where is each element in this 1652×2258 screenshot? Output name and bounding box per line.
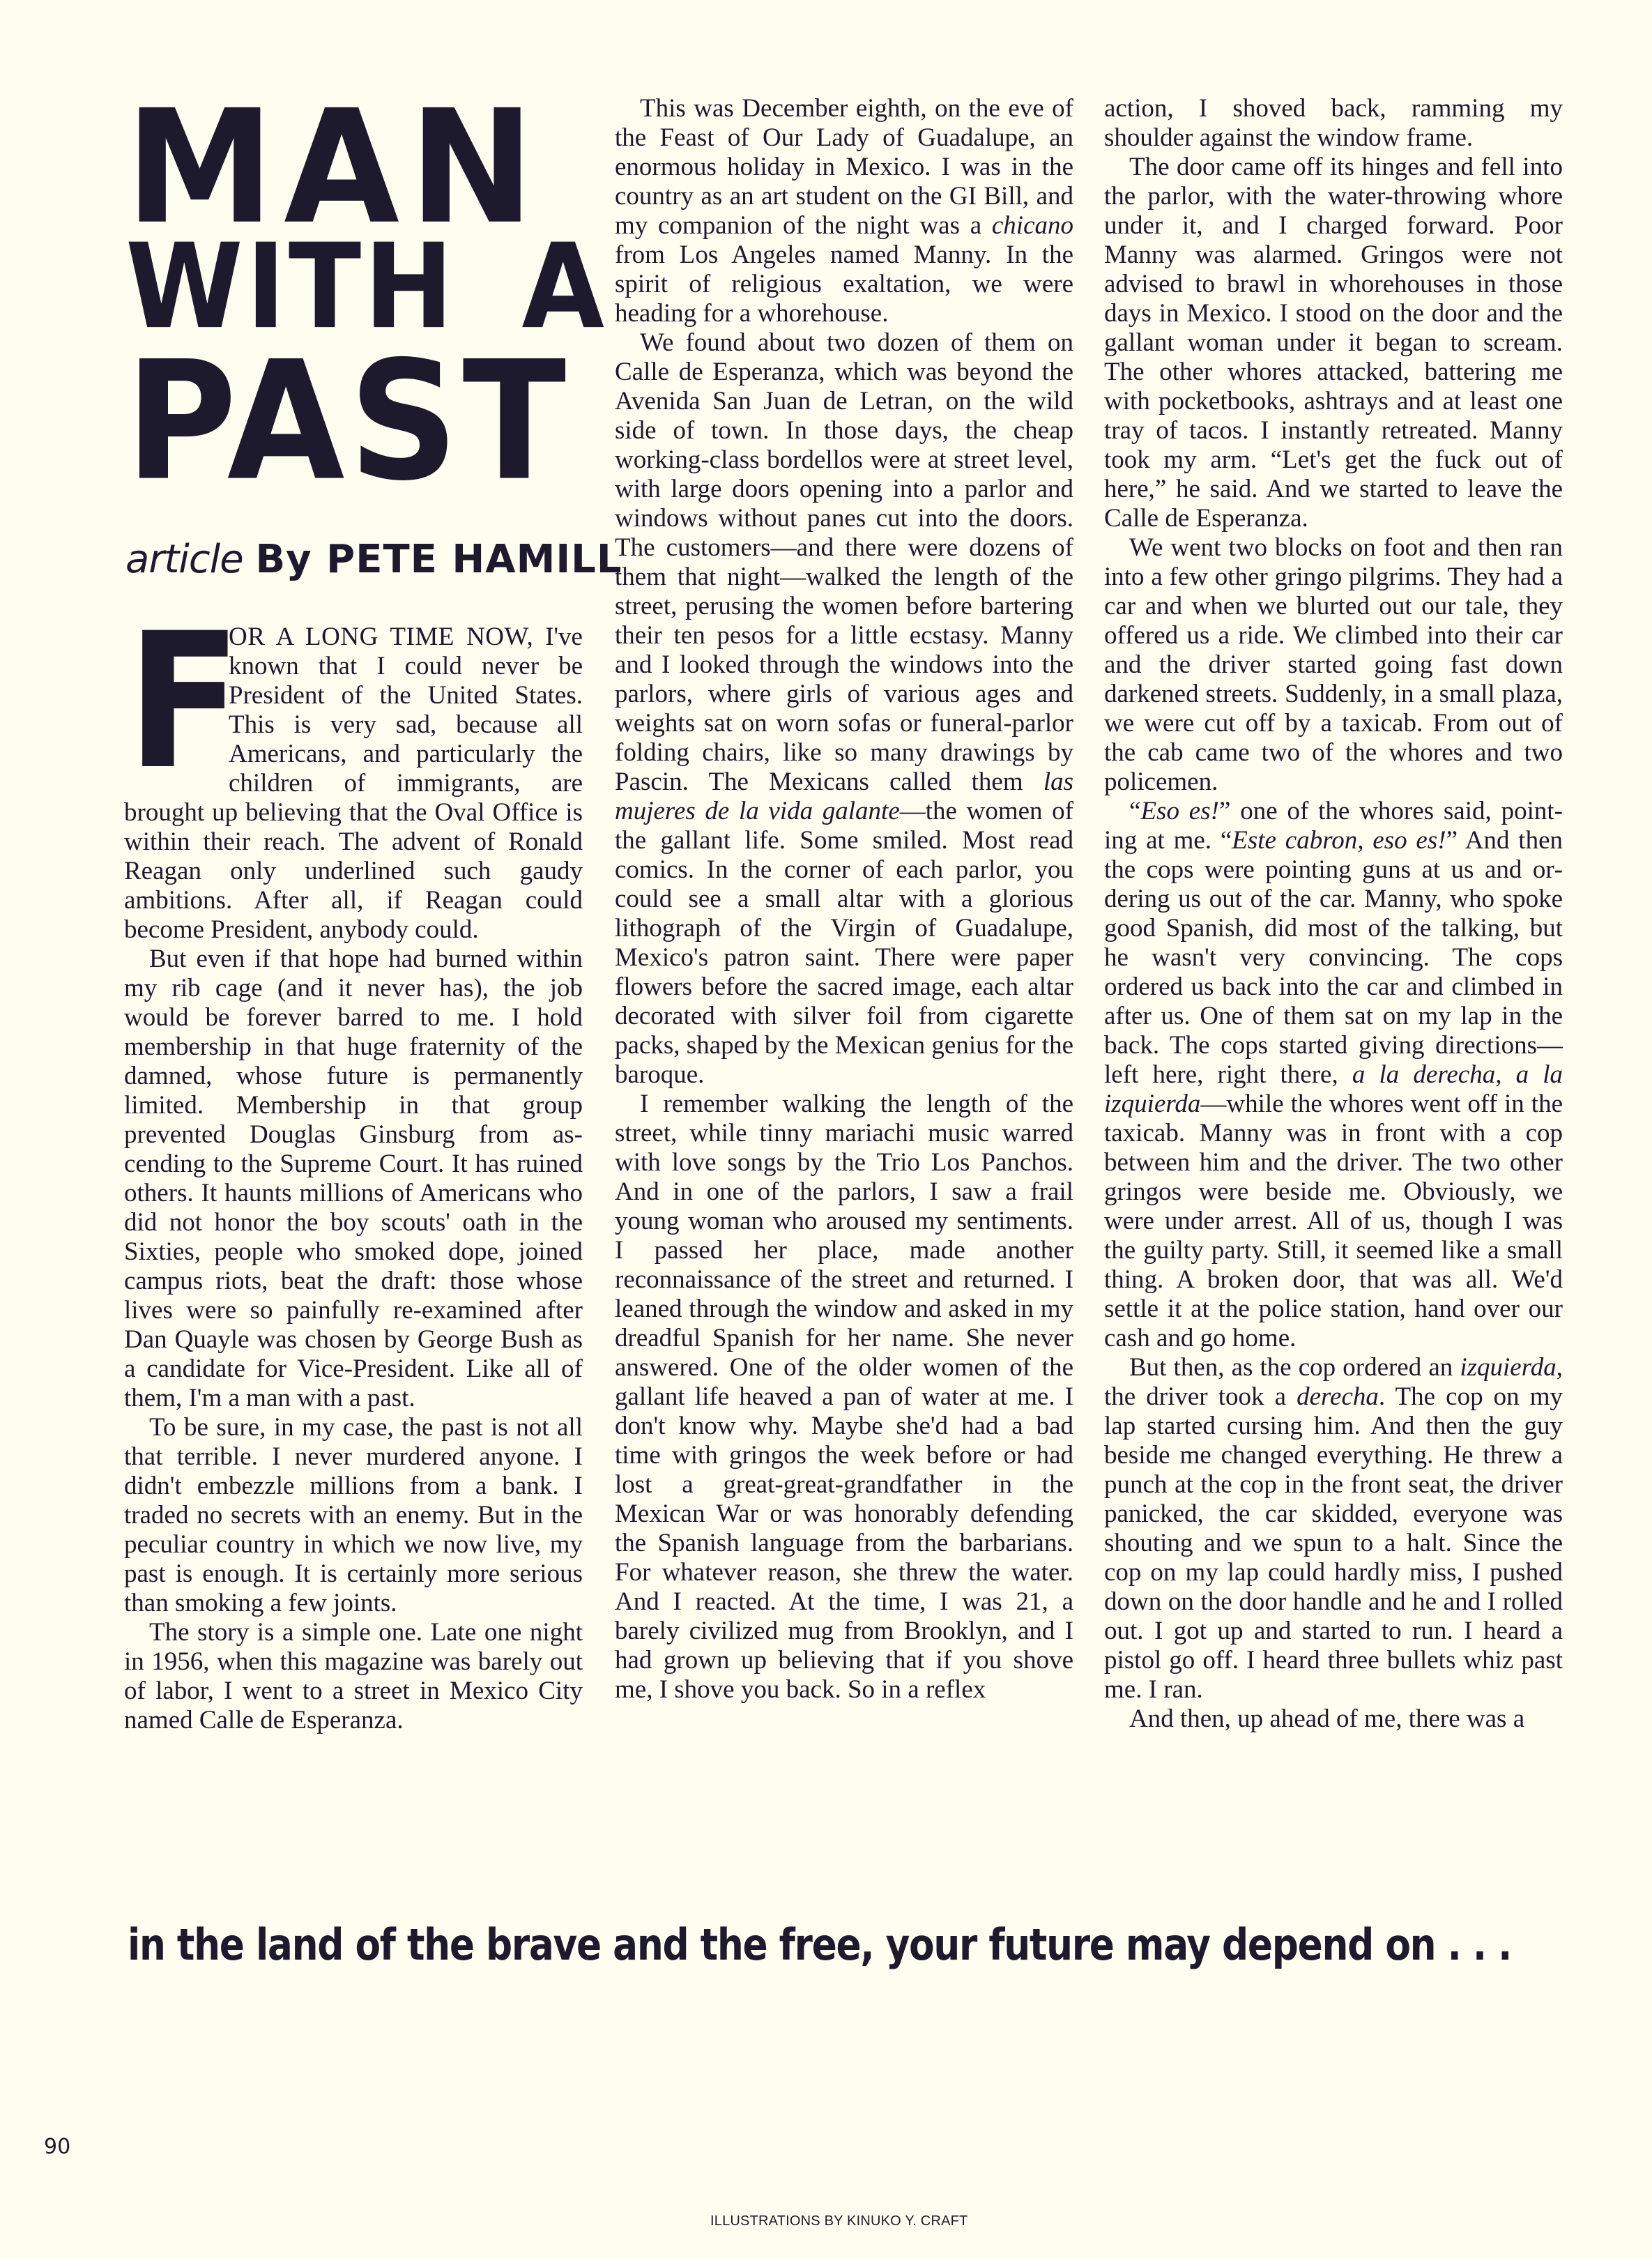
- paragraph: The story is a simple one. Late one night in 1956, when this magazine was barely out of labor, I went to a street in Mexico City named Calle de Esperanza.: [124, 1618, 583, 1734]
- tagline: in the land of the brave and the free, your future may depend on . . .: [128, 1919, 1512, 1970]
- byline-kind: article: [125, 537, 243, 582]
- italic-phrase: izquierda: [1460, 1353, 1557, 1382]
- paragraph: [1104, 1353, 1563, 1704]
- paragraph: [615, 94, 1073, 328]
- drop-cap: F: [127, 593, 242, 811]
- text-column-2: [615, 94, 1073, 1704]
- paragraph-text: But then, as the cop ordered an: [1129, 1353, 1460, 1382]
- paragraph-text: ” one of the whores said, pointing at me. “: [1104, 797, 1563, 855]
- paragraph: To be sure, in my case, the past is not all that terrible. I never murdered anyone. I didn't embezzle millions from a bank. I traded no secrets with an enemy. But in the peculiar country in which we now live, my past is enough. It is certainly more serious than smoking a few joints.: [124, 1413, 583, 1617]
- byline-author: By PETE HAMILL: [255, 537, 622, 582]
- paragraph-text: from Los Angeles named Manny. In the spirit of religious exaltation, we were heading for a whorehouse.: [615, 241, 1073, 328]
- paragraph: [1104, 1704, 1563, 1734]
- paragraph-text: I've known that I could never be President of the United States. This is very sad, because all Americans, and particularly the children of immigrants, are brought up believing that the Oval Office is within their reach. The advent of Ronald Reagan only underlined such gaudy ambitions. After all, if Reagan could become President, anybody could.: [124, 623, 583, 944]
- italic-phrase: Eso es!: [1140, 797, 1219, 825]
- lead-in-smallcaps: OR A LONG TIME NOW,: [229, 623, 534, 651]
- byline: [125, 537, 622, 582]
- illustration-credit: ILLUSTRATIONS BY KINUKO Y. CRAFT: [710, 2213, 968, 2229]
- paragraph-text: ” And then the cops were pointing guns at us and ordering us out of the car. Manny, who spoke good Spanish, did most of the talking, but he wasn't very convincing. The cops ordered us back into the car and climbed in after us. One of them sat on my lap in the back. The cops started giving directions—left here, right there,: [1104, 826, 1563, 1089]
- page-number: 90: [44, 2135, 71, 2159]
- italic-phrase: Este cabron, eso es!: [1232, 826, 1446, 855]
- paragraph-text: The door came off its hinges and fell into the parlor, with the water-throwing whore under it, and I charged forward. Poor Manny was alarmed. Gringos were not advised to brawl in whorehouses in those days in Mexico. I stood on the door and the gallant woman under it began to scream. The other whores attacked, battering me with pocketbooks, ashtrays and at least one tray of tacos. I instantly retreated. Manny took my arm. “Let's get the fuck out of here,” he said. And we started to leave the Calle de Esperanza.: [1104, 153, 1563, 533]
- paragraph: But even if that hope had burned within my rib cage (and it never has), the job would be forever barred to me. I hold membership in that huge fraternity of the damned, whose future is permanently limited. Membership in that group prevented Douglas Ginsburg from ascending to the Supreme Court. It has ruined others. It haunts millions of Americans who did not honor the boy scouts' oath in the Sixties, people who smoked dope, joined campus riots, beat the draft: those whose lives were so painfully re-examined after Dan Quayle was chosen by George Bush as a candidate for Vice-President. Like all of them, I'm a man with a past.: [124, 945, 583, 1412]
- title-line-2: WITH A: [125, 219, 607, 356]
- paragraph-text: We found about two dozen of them on Calle de Esperanza, which was beyond the Avenida San Juan de Letran, on the wild side of town. In those days, the cheap working-class bordellos were at street level, with large doors opening into a parlor and windows without panes cut into the doors. The customers—and there were dozens of them that night—walked the length of the street, perusing the women before bartering their ten pesos for a little ecstasy. Manny and I looked through the windows into the parlors, where girls of various ages and weights sat on worn sofas or funeral-parlor folding chairs, like so many drawings by Pascin. The Mexicans called them: [615, 328, 1073, 796]
- paragraph-text: And then, up ahead of me, there was a: [1129, 1704, 1525, 1733]
- paragraph-text: “: [1129, 797, 1141, 825]
- paragraph: [1104, 153, 1563, 533]
- paragraph: [124, 593, 583, 945]
- text-column-1: [124, 593, 583, 1735]
- paragraph-text: I remember walking the length of the street, while tinny mariachi music warred with love songs by the Trio Los Panchos. And in one of the parlors, I saw a frail young woman who aroused my sentiments. I passed her place, made another reconnaissance of the street and returned. I leaned through the window and asked in my dreadful Spanish for her name. She never answered. One of the older women of the gallant life heaved a pan of water at me. I don't know why. Maybe she'd had a bad time with gringos the week before or had lost a great-great-grandfather in the Mexican War or was honorably defending the Spanish language from the barbarians. For whatever reason, she threw the water. And I reacted. At the time, I was 21, a barely civilized mug from Brooklyn, and I had grown up believing that if you shove me, I shove you back. So in a reflex: [615, 1090, 1073, 1704]
- paragraph: [1104, 533, 1563, 797]
- text-column-3: [1104, 94, 1563, 1734]
- article-title: [125, 75, 607, 517]
- paragraph: [1104, 797, 1563, 1353]
- title-line-3: PAST: [125, 326, 571, 517]
- italic-phrase: las mujeres de la vida galante: [615, 768, 1073, 825]
- paragraph-text: —while the whores went off in the taxicab. Manny was in front with a cop between him and the driver. The two other gringos were beside me. Obviously, we were under arrest. All of us, though I was the guilty party. Still, it seemed like a small thing. A broken door, that was all. We'd settle it at the police station, hand over our cash and go home.: [1104, 1090, 1563, 1352]
- paragraph: [615, 1090, 1073, 1704]
- paragraph: [615, 328, 1073, 1090]
- paragraph-text: —the women of the gallant life. Some smiled. Most read comics. In the corner of each parlor, you could see a small altar with a glorious lithograph of the Virgin of Guadalupe, Mexico's patron saint. There were paper flowers before the sacred image, each altar decorated with silver foil from cigarette packs, shaped by the Mexican genius for the baroque.: [615, 797, 1073, 1089]
- paragraph-text: . The cop on my lap started cursing him. And then the guy beside me changed everything. He threw a punch at the cop in the front seat, the driver panicked, the car skidded, everyone was shouting and we spun to a halt. Since the cop on my lap could hardly miss, I pushed down on the door handle and he and I rolled out. I got up and started to run. I heard a pistol go off. I heard three bullets whiz past me. I ran.: [1104, 1382, 1563, 1704]
- paragraph-text: We went two blocks on foot and then ran into a few other gringo pilgrims. They had a car and when we blurted out our tale, they offered us a ride. We climbed into their car and the driver started going fast down darkened streets. Suddenly, in a small plaza, we were cut off by a taxicab. From out of the cab came two of the whores and two policemen.: [1104, 533, 1563, 796]
- paragraph-text: This was December eighth, on the eve of the Feast of Our Lady of Guadalupe, an enormous holiday in Mexico. I was in the country as an art student on the GI Bill, and my companion of the night was a: [615, 94, 1073, 240]
- paragraph-text: action, I shoved back, ramming my shoulder against the window frame.: [1104, 94, 1563, 152]
- paragraph-text: , the driver took a: [1104, 1353, 1563, 1411]
- title-line-1: MAN: [125, 75, 544, 259]
- paragraph: [1104, 94, 1563, 153]
- italic-phrase: a la derecha, a la izquierda: [1104, 1060, 1563, 1118]
- italic-phrase: derecha: [1297, 1382, 1379, 1411]
- italic-phrase: chicano: [991, 211, 1073, 240]
